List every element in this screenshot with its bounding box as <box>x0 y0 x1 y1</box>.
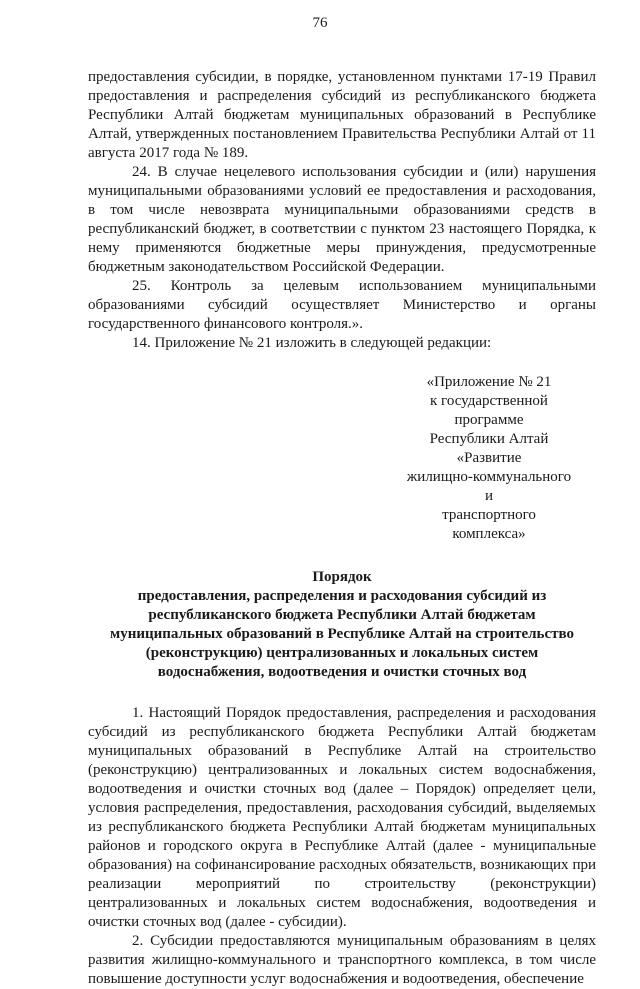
page-number: 76 <box>312 15 328 31</box>
appendix-line: транспортного комплекса» <box>442 507 536 542</box>
document-content <box>88 68 596 989</box>
appendix-line: жилищно-коммунального и <box>406 469 572 504</box>
document-subtitle: предоставления, распределения и расходования субсидий из республиканского бюджета Республики Алтай бюджетам муниципальных образований в Республике Алтай на строительство (реконструкцию) централизованных и локальных систем водоснабжения, водоотведения и очистки сточных вод <box>110 588 574 680</box>
paragraph-1: 1. Настоящий Порядок предоставления, распределения и расходования субсидий из республиканского бюджета Республики Алтай бюджетам муниципальных образований в Республике Алтай на строительство (реконструкцию) централизованных и локальных систем водоснабжения, водоотведения и очистки сточных вод (далее – Порядок) определяет цели, условия распределения, предоставления, расходования субсидий, выделяемых из республиканского бюджета Республики Алтай бюджетам муниципальных районов и городского округа в Республике Алтай (далее - муниципальные образования) на софинансирование расходных обязательств, возникающих при реализации мероприятий по строительству (реконструкции) централизованных и локальных систем водоснабжения, водоотведения и очистки сточных вод (далее - субсидии). <box>88 705 596 930</box>
paragraph-24: 24. В случае нецелевого использования субсидии и (или) нарушения муниципальными образованиями условий ее предоставления и расходования, в том числе невозврата муниципальными образованиями средств в республиканский бюджет, в соответствии с пунктом 23 настоящего Порядка, к нему применяются бюджетные меры принуждения, предусмотренные бюджетным законодательством Российской Федерации. <box>88 164 596 275</box>
appendix-line: к государственной программе <box>430 393 548 428</box>
appendix-line: Республики Алтай «Развитие <box>429 431 549 466</box>
appendix-line: «Приложение № 21 <box>426 374 552 390</box>
document-title-block <box>88 568 596 682</box>
body-text <box>88 704 596 989</box>
paragraph-25: 25. Контроль за целевым использованием муниципальными образованиями субсидий осуществляет Министерство и органы государственного финансового контроля.». <box>88 278 596 332</box>
paragraph-continuation: предоставления субсидии, в порядке, установленном пунктами 17-19 Правил предоставления и распределения субсидий из республиканского бюджета Республики Алтай бюджетам муниципальных образований в Республике Алтай, утвержденных постановлением Правительства Республики Алтай от 11 августа 2017 года № 189. <box>88 69 596 161</box>
document-title: Порядок <box>312 569 372 585</box>
appendix-header <box>404 373 574 544</box>
paragraph-2: 2. Субсидии предоставляются муниципальным образованиям в целях развития жилищно-коммунального и транспортного комплекса, в том числе повышение доступности услуг водоснабжения и водоотведения, обеспечение <box>88 933 596 987</box>
paragraph-14: 14. Приложение № 21 изложить в следующей редакции: <box>132 335 492 351</box>
